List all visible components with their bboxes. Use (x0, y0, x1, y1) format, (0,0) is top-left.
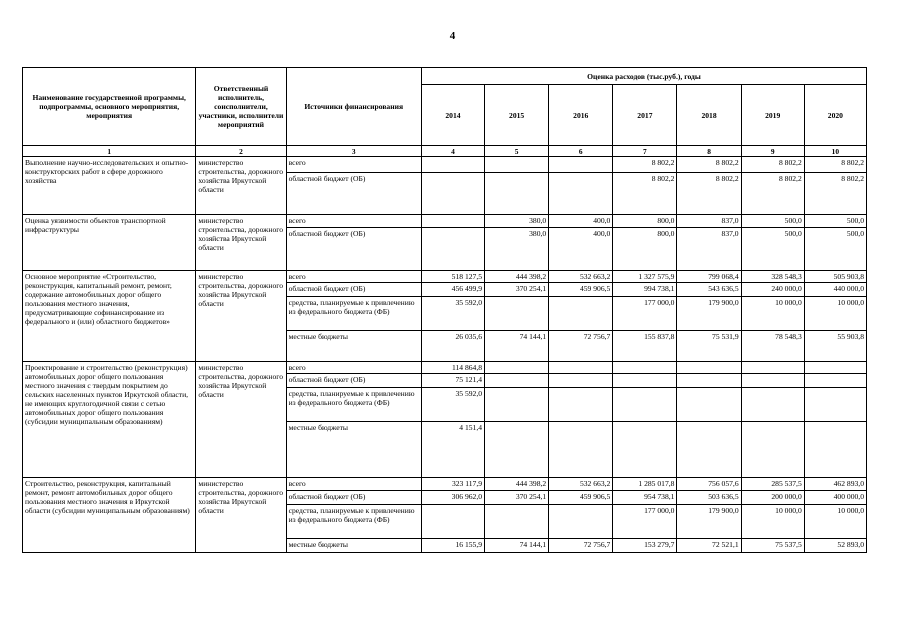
amount-cell: 459 906,5 (549, 491, 613, 505)
column-number: 4 (421, 146, 484, 157)
amount-cell (421, 215, 484, 228)
amount-cell: 179 900,0 (677, 297, 741, 331)
amount-cell: 532 663,2 (549, 478, 613, 491)
amount-cell (677, 422, 741, 478)
column-number: 1 (23, 146, 196, 157)
funding-source: местные бюджеты (286, 422, 421, 478)
amount-cell: 35 592,0 (421, 388, 484, 422)
amount-cell: 500,0 (741, 215, 804, 228)
activity-name: Выполнение научно-исследовательских и опытно-конструкторских работ в сфере дорожного хозяйства (23, 157, 196, 215)
activity-executor: министерство строительства, дорожного хозяйства Иркутской области (196, 271, 286, 362)
amount-cell: 543 636,5 (677, 283, 741, 297)
header-year: 2017 (613, 85, 677, 146)
amount-cell (421, 173, 484, 215)
activity-name: Строительство, реконструкция, капитальный ремонт, ремонт автомобильных дорог общего пользования местного значения в Иркутской области (субсидии муниципальным образованиям) (23, 478, 196, 553)
amount-cell (485, 173, 549, 215)
activity-executor: министерство строительства, дорожного хозяйства Иркутской области (196, 478, 286, 553)
amount-cell: 440 000,0 (804, 283, 866, 297)
amount-cell: 518 127,5 (421, 271, 484, 283)
amount-cell: 400,0 (549, 228, 613, 271)
amount-cell: 8 802,2 (741, 157, 804, 173)
funding-source: всего (286, 478, 421, 491)
amount-cell (613, 388, 677, 422)
amount-cell: 500,0 (741, 228, 804, 271)
amount-cell (677, 374, 741, 388)
header-executor: Ответственный исполнитель, соисполнители, участники, исполнители мероприятий (196, 68, 286, 146)
amount-cell: 954 738,1 (613, 491, 677, 505)
amount-cell (549, 388, 613, 422)
column-number: 10 (804, 146, 866, 157)
funding-source: средства, планируемые к привлечению из федерального бюджета (ФБ) (286, 505, 421, 539)
amount-cell (485, 362, 549, 374)
amount-cell (421, 157, 484, 173)
amount-cell: 8 802,2 (741, 173, 804, 215)
amount-cell: 799 068,4 (677, 271, 741, 283)
amount-cell (804, 374, 866, 388)
amount-cell: 1 285 017,8 (613, 478, 677, 491)
funding-source: средства, планируемые к привлечению из федерального бюджета (ФБ) (286, 388, 421, 422)
table-row (23, 157, 867, 173)
amount-cell: 8 802,2 (677, 157, 741, 173)
column-number: 3 (286, 146, 421, 157)
amount-cell: 837,0 (677, 215, 741, 228)
amount-cell: 800,0 (613, 228, 677, 271)
amount-cell: 179 900,0 (677, 505, 741, 539)
header-year: 2015 (485, 85, 549, 146)
amount-cell: 26 035,6 (421, 331, 484, 362)
expenditure-table (22, 67, 867, 553)
amount-cell: 444 398,2 (485, 271, 549, 283)
amount-cell (804, 422, 866, 478)
amount-cell (549, 297, 613, 331)
amount-cell: 400 000,0 (804, 491, 866, 505)
amount-cell: 75 531,9 (677, 331, 741, 362)
funding-source: всего (286, 215, 421, 228)
amount-cell: 994 738,1 (613, 283, 677, 297)
amount-cell: 153 279,7 (613, 539, 677, 553)
amount-cell: 462 893,0 (804, 478, 866, 491)
amount-cell (485, 157, 549, 173)
funding-source: всего (286, 157, 421, 173)
amount-cell (677, 388, 741, 422)
column-number: 8 (677, 146, 741, 157)
amount-cell (485, 374, 549, 388)
amount-cell (741, 388, 804, 422)
amount-cell: 8 802,2 (804, 157, 866, 173)
amount-cell: 380,0 (485, 215, 549, 228)
amount-cell: 4 151,4 (421, 422, 484, 478)
activity-name: Оценка уязвимости объектов транспортной инфраструктуры (23, 215, 196, 271)
amount-cell: 75 121,4 (421, 374, 484, 388)
amount-cell: 10 000,0 (741, 297, 804, 331)
amount-cell: 370 254,1 (485, 491, 549, 505)
header-year: 2014 (421, 85, 484, 146)
amount-cell: 74 144,1 (485, 331, 549, 362)
amount-cell (741, 362, 804, 374)
amount-cell: 323 117,9 (421, 478, 484, 491)
amount-cell: 10 000,0 (804, 297, 866, 331)
funding-source: областной бюджет (ОБ) (286, 228, 421, 271)
amount-cell (549, 422, 613, 478)
amount-cell (549, 362, 613, 374)
amount-cell (549, 157, 613, 173)
amount-cell: 55 903,8 (804, 331, 866, 362)
amount-cell: 532 663,2 (549, 271, 613, 283)
amount-cell (613, 422, 677, 478)
amount-cell: 155 837,8 (613, 331, 677, 362)
header-year: 2018 (677, 85, 741, 146)
funding-source: всего (286, 271, 421, 283)
amount-cell (485, 422, 549, 478)
amount-cell: 10 000,0 (804, 505, 866, 539)
amount-cell: 72 756,7 (549, 331, 613, 362)
funding-source: всего (286, 362, 421, 374)
table-row (23, 478, 867, 491)
amount-cell: 74 144,1 (485, 539, 549, 553)
amount-cell: 16 155,9 (421, 539, 484, 553)
amount-cell: 500,0 (804, 228, 866, 271)
column-number: 9 (741, 146, 804, 157)
amount-cell (421, 505, 484, 539)
header-year: 2019 (741, 85, 804, 146)
table-row (23, 271, 867, 283)
amount-cell: 444 398,2 (485, 478, 549, 491)
amount-cell: 505 903,8 (804, 271, 866, 283)
amount-cell: 400,0 (549, 215, 613, 228)
funding-source: областной бюджет (ОБ) (286, 283, 421, 297)
amount-cell: 114 864,8 (421, 362, 484, 374)
activity-executor: министерство строительства, дорожного хозяйства Иркутской области (196, 362, 286, 478)
column-number: 2 (196, 146, 286, 157)
funding-source: местные бюджеты (286, 331, 421, 362)
amount-cell (421, 228, 484, 271)
amount-cell: 8 802,2 (613, 173, 677, 215)
amount-cell: 240 000,0 (741, 283, 804, 297)
header-year: 2016 (549, 85, 613, 146)
amount-cell: 328 548,3 (741, 271, 804, 283)
header-year: 2020 (804, 85, 866, 146)
amount-cell (549, 374, 613, 388)
amount-cell (485, 388, 549, 422)
amount-cell: 380,0 (485, 228, 549, 271)
amount-cell: 75 537,5 (741, 539, 804, 553)
amount-cell: 8 802,2 (613, 157, 677, 173)
amount-cell (741, 422, 804, 478)
amount-cell (549, 173, 613, 215)
funding-source: местные бюджеты (286, 539, 421, 553)
column-number: 5 (485, 146, 549, 157)
amount-cell: 370 254,1 (485, 283, 549, 297)
amount-cell (804, 362, 866, 374)
amount-cell: 177 000,0 (613, 297, 677, 331)
column-number: 6 (549, 146, 613, 157)
amount-cell: 306 962,0 (421, 491, 484, 505)
amount-cell: 500,0 (804, 215, 866, 228)
amount-cell: 200 000,0 (741, 491, 804, 505)
table-row (23, 215, 867, 228)
amount-cell: 8 802,2 (677, 173, 741, 215)
amount-cell: 837,0 (677, 228, 741, 271)
amount-cell: 35 592,0 (421, 297, 484, 331)
amount-cell: 756 057,6 (677, 478, 741, 491)
amount-cell: 8 802,2 (804, 173, 866, 215)
amount-cell (549, 505, 613, 539)
amount-cell (741, 374, 804, 388)
activity-name: Основное мероприятие «Строительство, реконструкция, капитальный ремонт, ремонт, содержание автомобильных дорог общего пользования местного значения, предусматривающие софинансирование из федерального и (или) областного бюджетов» (23, 271, 196, 362)
amount-cell (613, 374, 677, 388)
table-row (23, 362, 867, 374)
amount-cell (677, 362, 741, 374)
activity-name: Проектирование и строительство (реконструкция) автомобильных дорог общего пользования местного значения с твердым покрытием до сельских населенных пунктов Иркутской области, не имеющих круглогодичной связи с сетью автомобильных дорог общего пользования (субсидии муниципальным образованиям) (23, 362, 196, 478)
amount-cell: 72 756,7 (549, 539, 613, 553)
amount-cell (485, 505, 549, 539)
header-source: Источники финансирования (286, 68, 421, 146)
activity-executor: министерство строительства, дорожного хозяйства Иркутской области (196, 157, 286, 215)
amount-cell: 456 499,9 (421, 283, 484, 297)
amount-cell (613, 362, 677, 374)
amount-cell: 1 327 575,9 (613, 271, 677, 283)
funding-source: средства, планируемые к привлечению из федерального бюджета (ФБ) (286, 297, 421, 331)
amount-cell (485, 297, 549, 331)
funding-source: областной бюджет (ОБ) (286, 173, 421, 215)
amount-cell: 52 893,0 (804, 539, 866, 553)
column-number: 7 (613, 146, 677, 157)
amount-cell: 459 906,5 (549, 283, 613, 297)
funding-source: областной бюджет (ОБ) (286, 374, 421, 388)
table-body (23, 157, 867, 553)
page-number: 4 (449, 30, 456, 42)
amount-cell (804, 388, 866, 422)
amount-cell: 78 548,3 (741, 331, 804, 362)
amount-cell: 285 537,5 (741, 478, 804, 491)
header-name: Наименование государственной программы, подпрограммы, основного мероприятия, мероприятия (23, 68, 196, 146)
amount-cell: 10 000,0 (741, 505, 804, 539)
funding-source: областной бюджет (ОБ) (286, 491, 421, 505)
amount-cell: 177 000,0 (613, 505, 677, 539)
activity-executor: министерство строительства, дорожного хозяйства Иркутской области (196, 215, 286, 271)
amount-cell: 800,0 (613, 215, 677, 228)
header-costs: Оценка расходов (тыс.руб.), годы (421, 68, 866, 85)
amount-cell: 72 521,1 (677, 539, 741, 553)
amount-cell: 503 636,5 (677, 491, 741, 505)
